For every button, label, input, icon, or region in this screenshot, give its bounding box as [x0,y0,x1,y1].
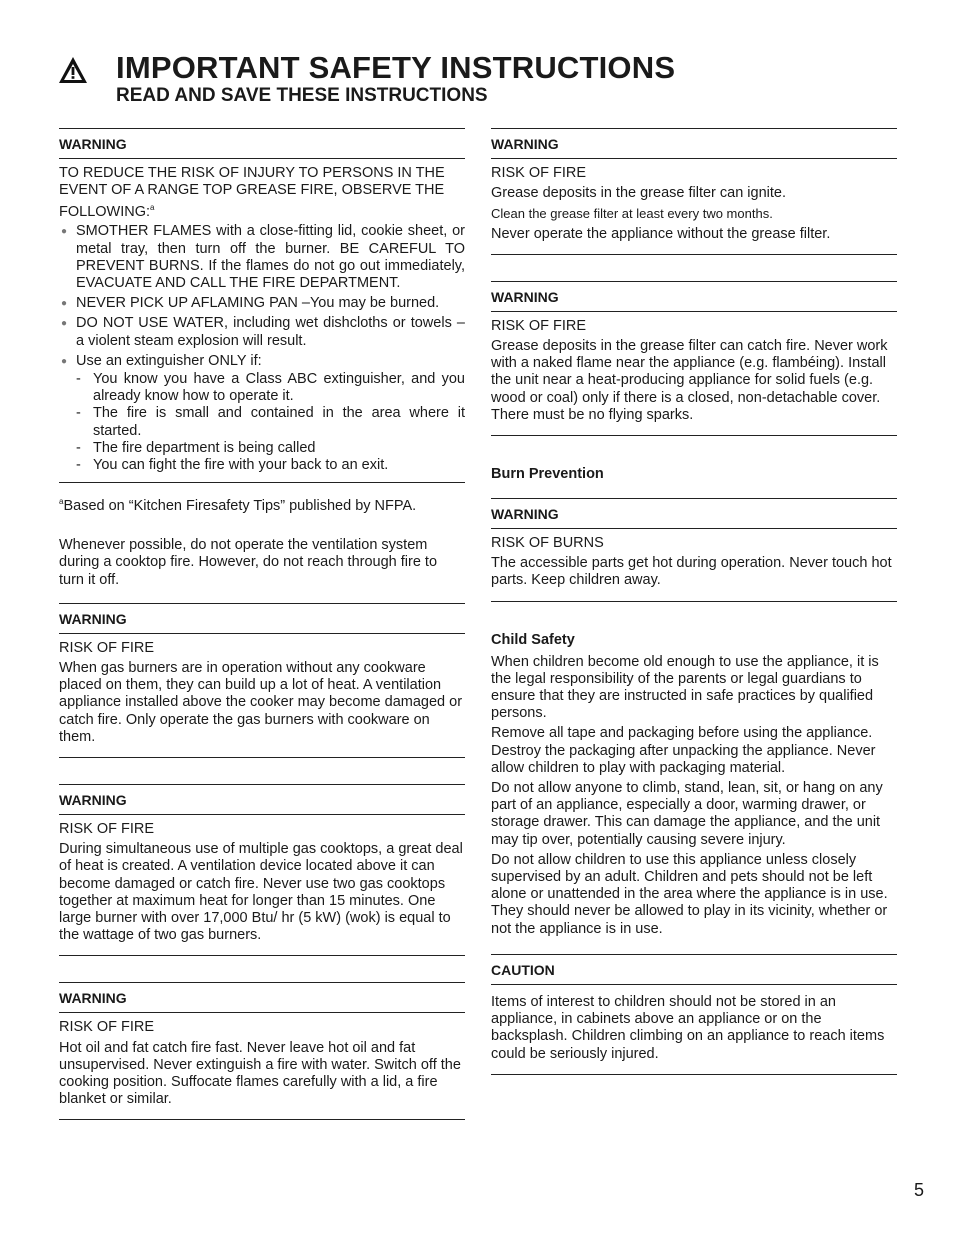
hot-oil-warning-box [59,982,465,1120]
warning-heading: WARNING [59,129,465,159]
left-column [59,128,465,1120]
risk-label: RISK OF BURNS [491,535,604,552]
warning-text: The accessible parts get hot during operation. Never touch hot parts. Keep children away. [491,555,892,589]
risk-label: RISK OF FIRE [59,639,155,656]
naked-flame-warning-box [491,281,897,436]
child-safety-heading: Child Safety [491,631,575,648]
warning-text: When gas burners are in operation without any cookware placed on them, they can build up a lot of heat. A ventilation appliance installed above the cooker may become damaged or catch fire. Only operate the gas burners with cookware on them. [59,659,463,745]
risk-label: RISK OF FIRE [491,165,587,181]
list-item: - You can fight the fire with your back to an exit. [76,457,389,474]
warning-triangle-icon [58,56,88,84]
warning-text: During simultaneous use of multiple gas cooktops, a great deal of heat is created. A ventilation device located above it can become damaged or catch fire. Never use two gas cooktops together at maximum heat for longer than 15 minutes. One large burner with over 17,000 Btu/ hr (5 kW) (wok) is equal to the wattage of two gas burners. [59,841,463,944]
warning-heading: WARNING [59,785,465,815]
warning-text: Grease deposits in the grease filter can catch fire. Never work with a naked flame near the appliance (e.g. flambéing). Install the unit near a heat-producing appliance for solid fuels (e.g. wood or coal) only if there is a closed, non-detachable cover. There must be no flying sparks. [491,338,888,423]
list-item: - You know you have a Class ABC extinguisher, and you already know how to operate it. [76,371,465,405]
list-item: ● SMOTHER FLAMES with a close-fitting lid, cookie sheet, or metal tray, then turn off the burner. BE CAREFUL TO PREVENT BURNS. If the flames do not go out immediately, EVACUATE AND CALL THE FIRE DEPARTMENT. [61,223,465,292]
warning-text: Grease deposits in the grease filter can ignite. [491,185,786,202]
grease-fire-bullets [59,223,465,370]
warning-heading: WARNING [59,983,465,1013]
caution-heading: CAUTION [491,955,897,985]
footnote: $^a$Based on “Kitchen Firesafety Tips” published by NFPA. [59,497,417,515]
list-item: - The fire is small and contained in the area where it started. [76,405,465,439]
burn-prevention-heading: Burn Prevention [491,466,604,483]
child-safety-paragraph: Do not allow children to use this appliance unless closely supervised by an adult. Children and pets should not be left alone or unattended in the area where the appliance is in use. They should never be allowed to play in its vicinity, whether or not the appliance is in use. [491,851,888,937]
gas-burner-warning-box [59,603,465,758]
risk-label: RISK OF FIRE [491,317,587,334]
grease-filter-warning-box [491,128,897,255]
grease-fire-warning-box [59,128,465,483]
caution-text: Items of interest to children should not be stored in an appliance, in cabinets above an appliance or on the backsplash. Children climbing on an appliance to reach items could be seriously injured. [491,993,885,1062]
page-number: 5 [913,1180,924,1200]
page-title: IMPORTANT SAFETY INSTRUCTIONS [116,50,676,85]
risk-label: RISK OF FIRE [59,820,155,837]
warning-text: Hot oil and fat catch fire fast. Never leave hot oil and fat unsupervised. Never extinguish a fire with water. Switch off the cooking position. Suffocate flames carefully with a lid, a fire blanket or similar. [59,1039,461,1108]
list-item: ● Use an extinguisher ONLY if: [61,352,262,369]
list-item: - The fire department is being called [76,439,316,456]
warning-text: Clean the grease filter at least every two months. [491,206,773,222]
child-safety-paragraph: When children become old enough to use the appliance, it is the legal responsibility of the parents or legal guardians to ensure that they are instructed in safe practices by qualified persons. [491,653,879,722]
warning-heading: WARNING [59,604,465,634]
warning-heading: WARNING [491,499,897,529]
risk-label: RISK OF FIRE [59,1019,155,1036]
list-item: ● NEVER PICK UP AFLAMING PAN –You may be burned. [61,295,440,312]
extinguisher-conditions [76,371,465,474]
ventilation-note: Whenever possible, do not operate the ventilation system during a cooktop fire. However, do not reach through fire to turn it off. [59,537,438,588]
right-column [491,128,897,1075]
child-safety-paragraph: Remove all tape and packaging before using the appliance. Destroy the packaging after unpacking the appliance. Never allow children to play with packaging material. [491,725,876,776]
warning-text: Never operate the appliance without the grease filter. [491,225,831,242]
multiple-cooktops-warning-box [59,784,465,956]
warning-heading: WARNING [491,282,897,312]
page-subtitle: READ AND SAVE THESE INSTRUCTIONS [116,85,488,106]
caution-box [491,954,897,1075]
warning-heading: WARNING [491,129,897,159]
burns-warning-box [491,498,897,602]
list-item: ● DO NOT USE WATER, including wet dishcloths or towels – a violent steam explosion will result. [61,315,465,349]
child-safety-paragraph: Do not allow anyone to climb, stand, lean, sit, or hang on any part of an appliance, especially a door, warming drawer, or storage drawer. This can damage the appliance, and the unit may tip over, potentially causing severe injury. [491,780,883,848]
grease-fire-intro: TO REDUCE THE RISK OF INJURY TO PERSONS IN THE EVENT OF A RANGE TOP GREASE FIRE, OBSERVE THE FOLLOWING:$^a$ [59,165,445,221]
